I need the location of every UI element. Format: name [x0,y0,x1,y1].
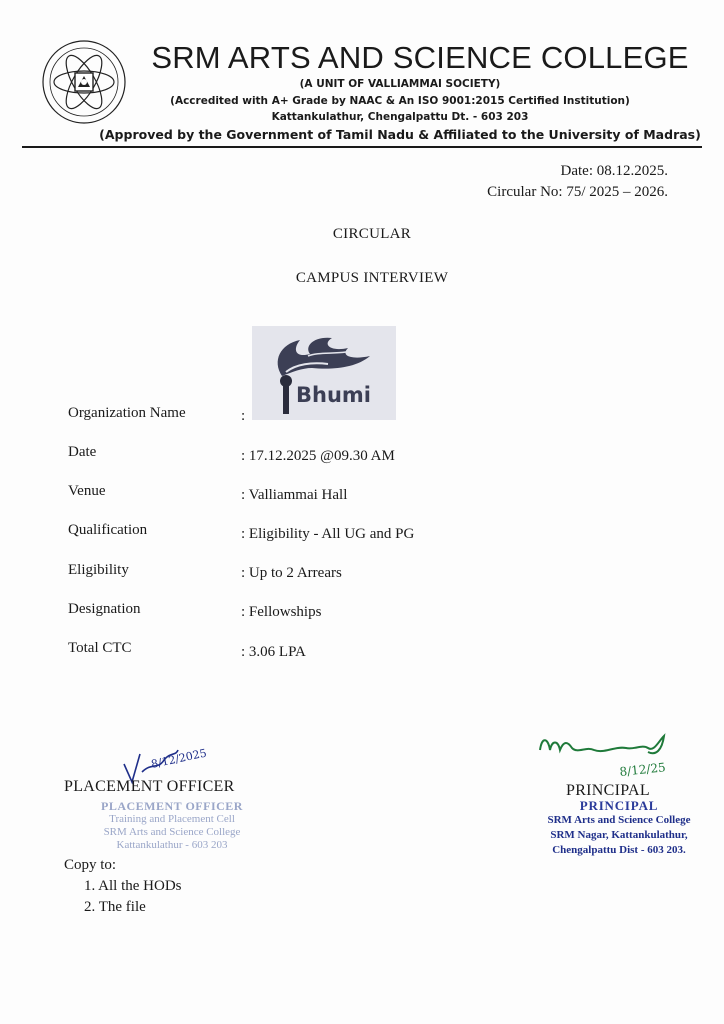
principal-signature-date: 8/12/25 [618,760,667,779]
bhumi-logo-icon [252,326,396,420]
eligibility-label: Eligibility [68,562,129,578]
total-ctc-value: : 3.06 LPA [241,644,306,660]
approval-line: (Approved by the Government of Tamil Nadu & Affiliated to the University of Madras) [99,127,701,142]
organization-name-value: : [241,408,246,424]
placement-signature-date: 8/12/2025 [149,746,208,771]
principal-signature [534,728,704,784]
principal-stamp-line3: SRM Nagar, Kattankulathur, [550,829,688,841]
venue-value: : Valliammai Hall [241,487,348,503]
placement-stamp-line3: SRM Arts and Science College [103,826,241,838]
placement-stamp-line4: Kattankulathur - 603 203 [116,839,228,851]
copy-to-item: 1. All the HODs [84,878,182,894]
placement-officer-title: PLACEMENT OFFICER [64,778,235,795]
principal-stamp-line2: SRM Arts and Science College [547,814,691,826]
copy-to-item: 2. The file [84,899,146,915]
address-line: Kattankulathur, Chengalpattu Dt. - 603 203 [271,111,529,123]
principal-stamp-line4: Chengalpattu Dist - 603 203. [552,844,686,856]
qualification-value: : Eligibility - All UG and PG [241,526,415,542]
placement-stamp-line1: PLACEMENT OFFICER [101,799,243,813]
copy-to-list [84,876,182,918]
total-ctc-label: Total CTC [68,640,132,656]
circular-date: Date: 08.12.2025. [560,163,668,179]
principal-stamp-line1: PRINCIPAL [579,798,659,813]
circular-number: Circular No: 75/ 2025 – 2026. [487,184,668,200]
bhumi-logo-text: Bhumi [296,383,371,407]
date-label: Date [68,444,97,460]
date-value: : 17.12.2025 @09.30 AM [241,448,395,464]
placement-officer-stamp [74,800,270,852]
college-name: SRM ARTS AND SCIENCE COLLEGE [151,40,689,75]
placement-stamp-line2: Training and Placement Cell [109,813,235,825]
organization-name-label: Organization Name [68,405,186,421]
accreditation-line: (Accredited with A+ Grade by NAAC & An ISO 9001:2015 Certified Institution) [170,95,630,107]
principal-title: PRINCIPAL [566,782,650,799]
society-unit: (A UNIT OF VALLIAMMAI SOCIETY) [299,78,501,90]
header-divider [22,146,702,148]
copy-to-heading: Copy to: [64,857,117,873]
designation-label: Designation [68,601,141,617]
venue-label: Venue [68,483,106,499]
circular-title: CIRCULAR [332,226,412,242]
designation-value: : Fellowships [241,604,322,620]
campus-interview-title: CAMPUS INTERVIEW [295,270,449,286]
qualification-label: Qualification [68,522,148,538]
principal-stamp [524,798,714,858]
eligibility-value: : Up to 2 Arrears [241,565,342,581]
